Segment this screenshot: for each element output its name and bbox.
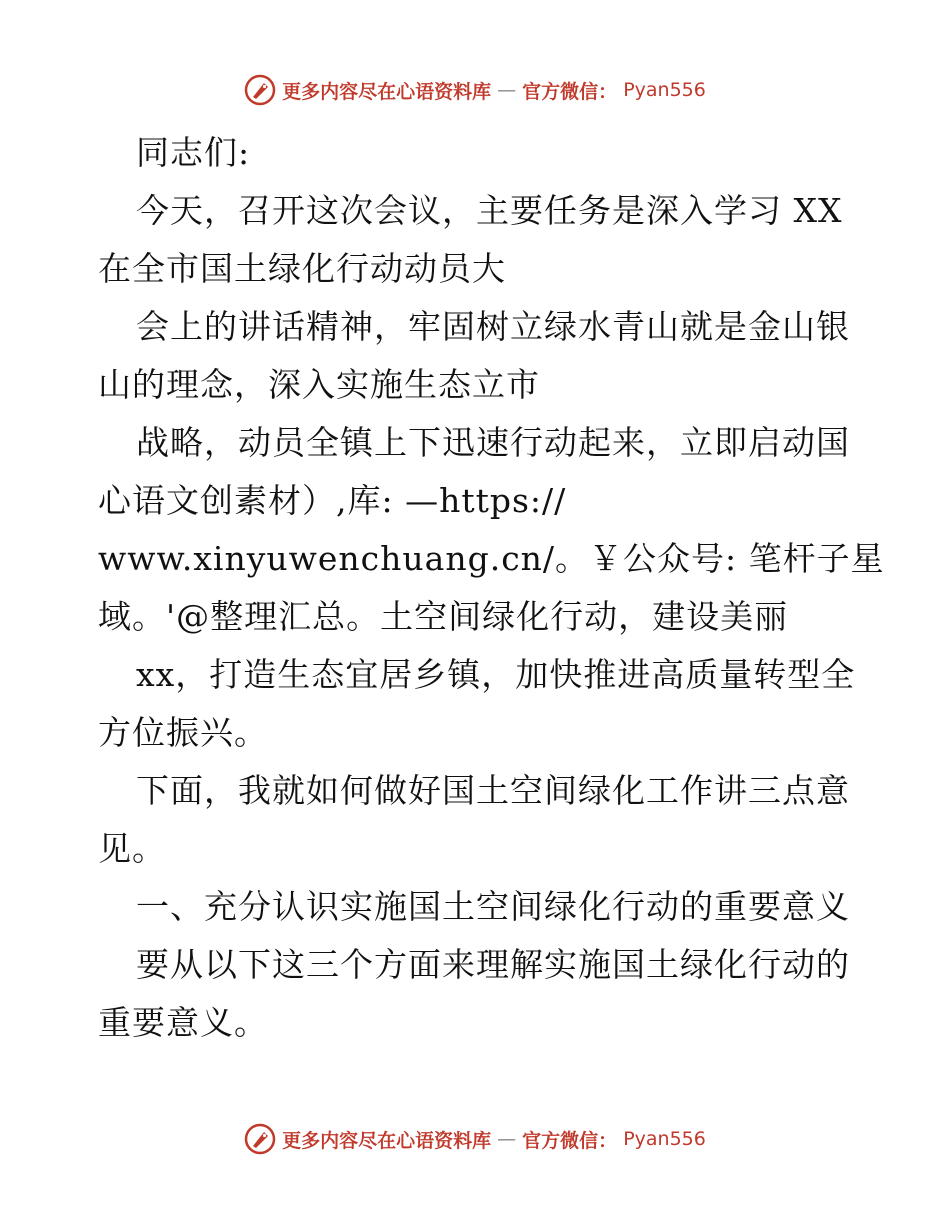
header-watermark bbox=[0, 74, 950, 106]
paragraph-line: www.xinyuwenchuang.cn/。￥公众号: 笔杆子星 bbox=[98, 539, 885, 578]
paragraph-line: 重要意义。 bbox=[98, 1003, 268, 1042]
document-body bbox=[98, 124, 885, 1052]
paragraph-line: 要从以下这三个方面来理解实施国土绿化行动的 bbox=[136, 945, 850, 984]
paragraph-line: 同志们: bbox=[136, 133, 251, 172]
footer-watermark bbox=[0, 1123, 950, 1155]
banner-handle: Pyan556 bbox=[623, 1128, 706, 1150]
section-heading: 一、充分认识实施国土空间绿化行动的重要意义 bbox=[136, 887, 850, 926]
paragraph-line: 会上的讲话精神，牢固树立绿水青山就是金山银 bbox=[136, 307, 850, 346]
pen-nib-logo-icon bbox=[244, 1123, 276, 1155]
banner-dash: — bbox=[497, 1128, 517, 1150]
paragraph-line: 山的理念，深入实施生态立市 bbox=[98, 365, 540, 404]
paragraph-line: 在全市国土绿化行动动员大 bbox=[98, 249, 506, 288]
paragraph-line: 战略，动员全镇上下迅速行动起来，立即启动国 bbox=[136, 423, 850, 462]
paragraph-line: 方位振兴。 bbox=[98, 713, 268, 752]
banner-lead-text: 更多内容尽在心语资料库 bbox=[282, 80, 492, 103]
banner-lead-text: 更多内容尽在心语资料库 bbox=[282, 1129, 492, 1152]
paragraph-line: xx，打造生态宜居乡镇，加快推进高质量转型全 bbox=[136, 655, 856, 694]
banner-handle: Pyan556 bbox=[623, 79, 706, 101]
paragraph-line: 今天，召开这次会议，主要任务是深入学习 XX bbox=[136, 191, 843, 230]
paragraph-line: 域。'@整理汇总。土空间绿化行动，建设美丽 bbox=[98, 597, 789, 636]
banner-label: 官方微信： bbox=[522, 1129, 618, 1152]
banner-dash: — bbox=[497, 79, 517, 101]
banner-label: 官方微信： bbox=[522, 80, 618, 103]
pen-nib-logo-icon bbox=[244, 74, 276, 106]
paragraph-line: 见。 bbox=[98, 829, 166, 868]
paragraph-line: 心语文创素材）,库: —https:// bbox=[98, 481, 567, 520]
paragraph-line: 下面，我就如何做好国土空间绿化工作讲三点意 bbox=[136, 771, 850, 810]
